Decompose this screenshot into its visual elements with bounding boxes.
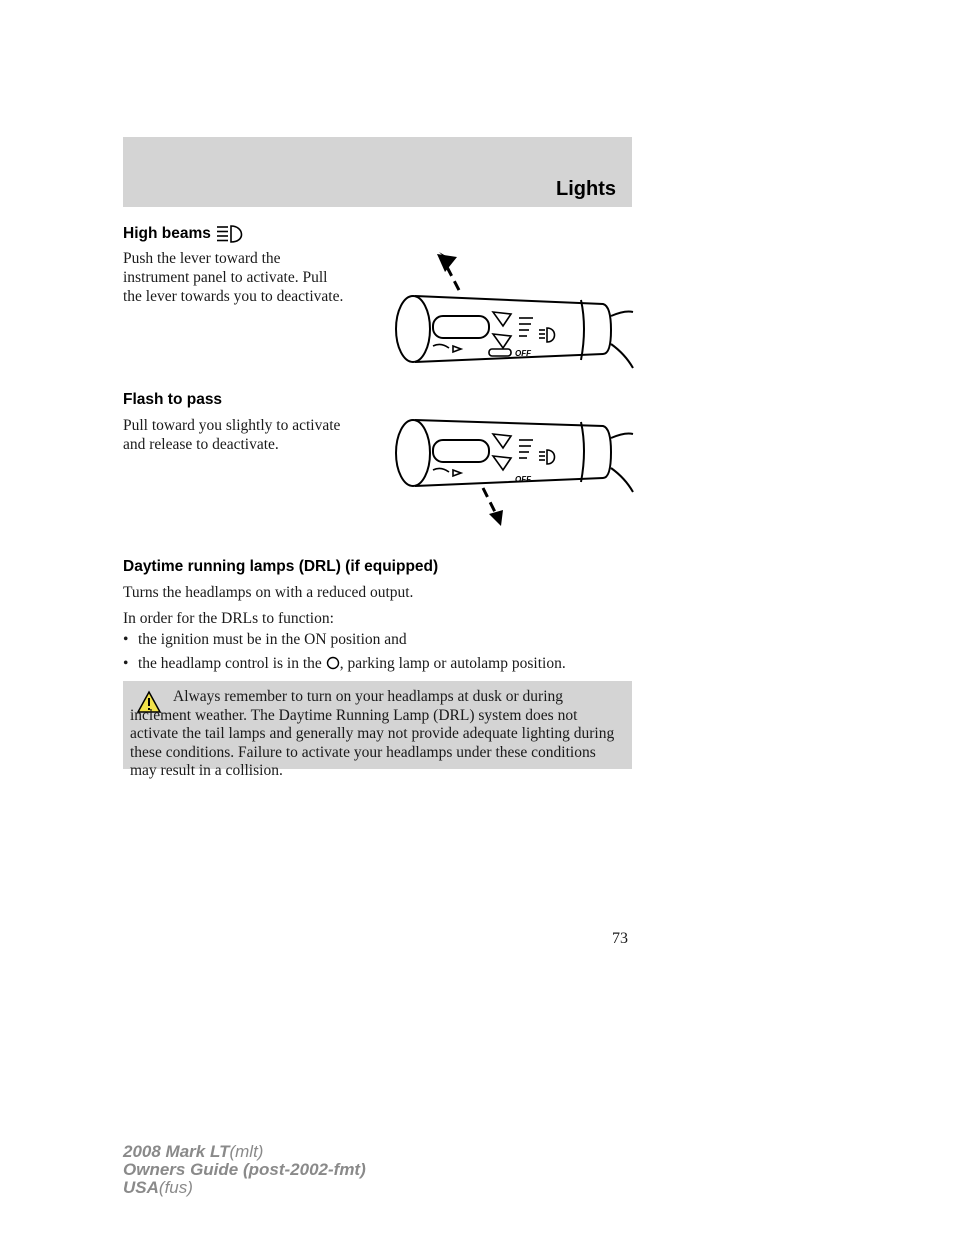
high-beams-heading <box>123 224 249 244</box>
bullet-icon: • <box>123 655 129 672</box>
high-beams-description <box>123 249 343 306</box>
footer-guide: Owners Guide (post-2002-fmt) <box>123 1160 366 1179</box>
text-line: Push the lever toward the <box>123 250 281 267</box>
page-number: 73 <box>612 930 628 947</box>
drl-heading: Daytime running lamps (DRL) (if equipped) <box>123 558 439 575</box>
section-title: Lights <box>556 178 616 200</box>
text-line: Pull toward you slightly to activate <box>123 417 341 434</box>
high-beam-icon <box>215 224 249 244</box>
drl-condition-intro: In order for the DRLs to function: <box>123 610 334 627</box>
drl-intro: Turns the headlamps on with a reduced output. <box>123 584 414 601</box>
lever-pull-illustration <box>375 412 645 532</box>
bullet-text: the headlamp control is in the <box>138 655 322 672</box>
list-item <box>123 655 566 673</box>
bullet-text: the ignition must be in the ON position and <box>138 631 407 648</box>
arrow-head <box>489 510 503 526</box>
text-line: and release to deactivate. <box>123 436 279 453</box>
flash-to-pass-heading: Flash to pass <box>123 391 223 408</box>
headlamp-off-icon <box>326 656 340 672</box>
warning-box <box>123 681 632 779</box>
text-line: instrument panel to activate. Pull <box>123 269 328 286</box>
lever-push-illustration <box>375 250 645 380</box>
footer-market: USA <box>123 1178 159 1197</box>
high-beams-heading-text: High beams <box>123 225 211 243</box>
list-item <box>123 631 407 649</box>
lever-off-label: OFF <box>515 349 531 358</box>
bullet-text: , parking lamp or autolamp position. <box>339 655 566 672</box>
footer-model-code: (mlt) <box>229 1142 264 1161</box>
document-footer <box>123 1143 366 1197</box>
warning-text: Always remember to turn on your headlamps at dusk or during inclement weather. The Daytime Running Lamp (DRL) system does not activate the tail lamps and generally may not provide adequate lighting during these conditions. Failure to activate your headlamps under these conditions may result in a collision. <box>130 688 615 779</box>
footer-model: 2008 Mark LT <box>123 1142 230 1161</box>
bullet-icon: • <box>123 631 129 648</box>
footer-market-code: (fus) <box>158 1178 193 1197</box>
flash-to-pass-description <box>123 416 340 454</box>
text-line: the lever towards you to deactivate. <box>123 288 344 305</box>
lever-off-label: OFF <box>515 475 531 484</box>
section-header-band <box>123 137 632 207</box>
